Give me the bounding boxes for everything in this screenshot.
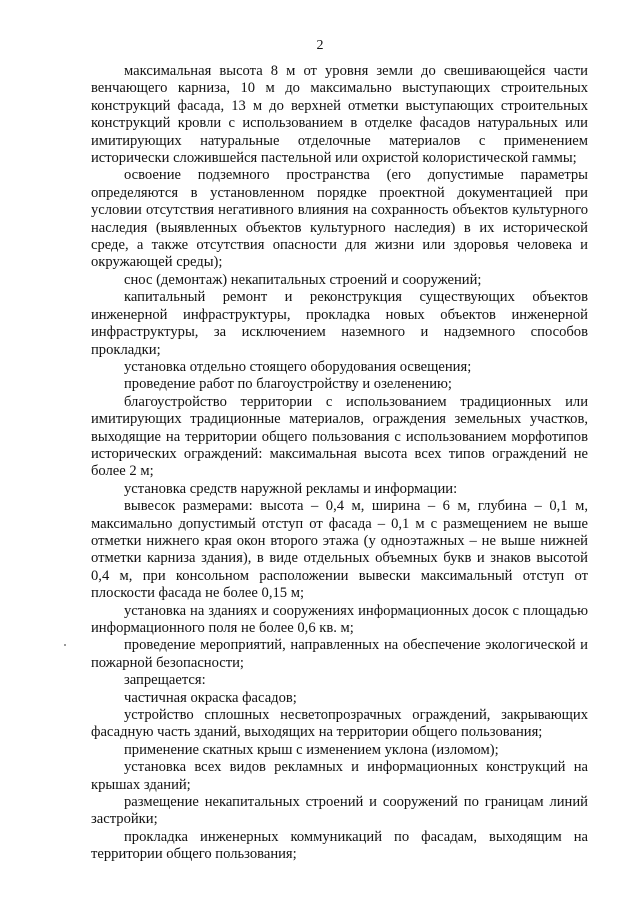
paragraph-info-boards: установка на зданиях и сооружениях информационных досок с площадью информационного поля не более 0,6 кв. м; xyxy=(91,602,588,636)
paragraph-temporary-structures: размещение некапитальных строений и сооружений по границам линий застройки; xyxy=(91,794,588,828)
paragraph-height-limits: максимальная высота 8 м от уровня земли до свешивающейся части венчающего карниза, 10 м до максимально выступающих строительных конструкций фасада, 13 м до верхней отметки выступающих строительных конструкций кровли с использованием в отделке фасадов натуральных или имитирующих натуральные отделочные материалов с применением исторически сложившейся пастельной или охристой колористической гаммы; xyxy=(91,63,588,167)
paragraph-lighting: установка отдельно стоящего оборудования освещения; xyxy=(124,358,472,375)
scan-speck xyxy=(64,644,66,646)
paragraph-advertising: установка средств наружной рекламы и информации: xyxy=(124,480,458,497)
paragraph-territory-improvement: благоустройство территории с использованием традиционных или имитирующих традиционные материалов, ограждения земельных участков, выходящие на территории общего пользования с использованием морфотипов исторических ограждений: максимальная высота всех типов ограждений не более 2 м; xyxy=(91,393,588,480)
paragraph-landscaping: проведение работ по благоустройству и озеленению; xyxy=(124,376,452,393)
paragraph-underground-space: освоение подземного пространства (его допустимые параметры определяются в установленном порядке проектной документацией при условии отсутствия негативного влияния на сохранность объектов культурного наследия (выявленных объектов культурного наследия) в их исторической среде, а также отсутствия опасности для жизни или здоровья человека и окружающей среды); xyxy=(91,167,588,271)
paragraph-prohibited-heading: запрещается: xyxy=(124,672,206,689)
paragraph-safety-measures: проведение мероприятий, направленных на обеспечение экологической и пожарной безопасности; xyxy=(91,637,588,671)
paragraph-roof-advertising: установка всех видов рекламных и информационных конструкций на крышах зданий; xyxy=(91,759,588,793)
document-body xyxy=(91,63,588,864)
paragraph-partial-painting: частичная окраска фасадов; xyxy=(124,689,297,706)
paragraph-pitched-roofs: применение скатных крыш с изменением уклона (изломом); xyxy=(124,741,499,758)
paragraph-demolition: снос (демонтаж) некапитальных строений и сооружений; xyxy=(124,271,482,288)
page-number: 2 xyxy=(316,38,324,53)
paragraph-facade-utilities: прокладка инженерных коммуникаций по фасадам, выходящим на территории общего пользования; xyxy=(91,828,588,863)
paragraph-solid-fences: устройство сплошных несветопрозрачных ограждений, закрывающих фасадную часть зданий, выходящих на территории общего пользования; xyxy=(91,707,588,741)
paragraph-infrastructure-repair: капитальный ремонт и реконструкция существующих объектов инженерной инфраструктуры, прокладка новых объектов инженерной инфраструктуры, за исключением наземного и надземного способов прокладки; xyxy=(91,289,588,358)
paragraph-signboards: вывесок размерами: высота – 0,4 м, ширина – 6 м, глубина – 0,1 м, максимально допустимый отступ от фасада – 0,1 м с размещением не выше отметки нижнего края окон второго этажа (у одноэтажных – не выше нижней отметки карниза здания), в виде отдельных объемных букв и знаков высотой 0,4 м, при консольном расположении вывески максимальный отступ от плоскости фасада не более 0,15 м; xyxy=(91,498,588,602)
